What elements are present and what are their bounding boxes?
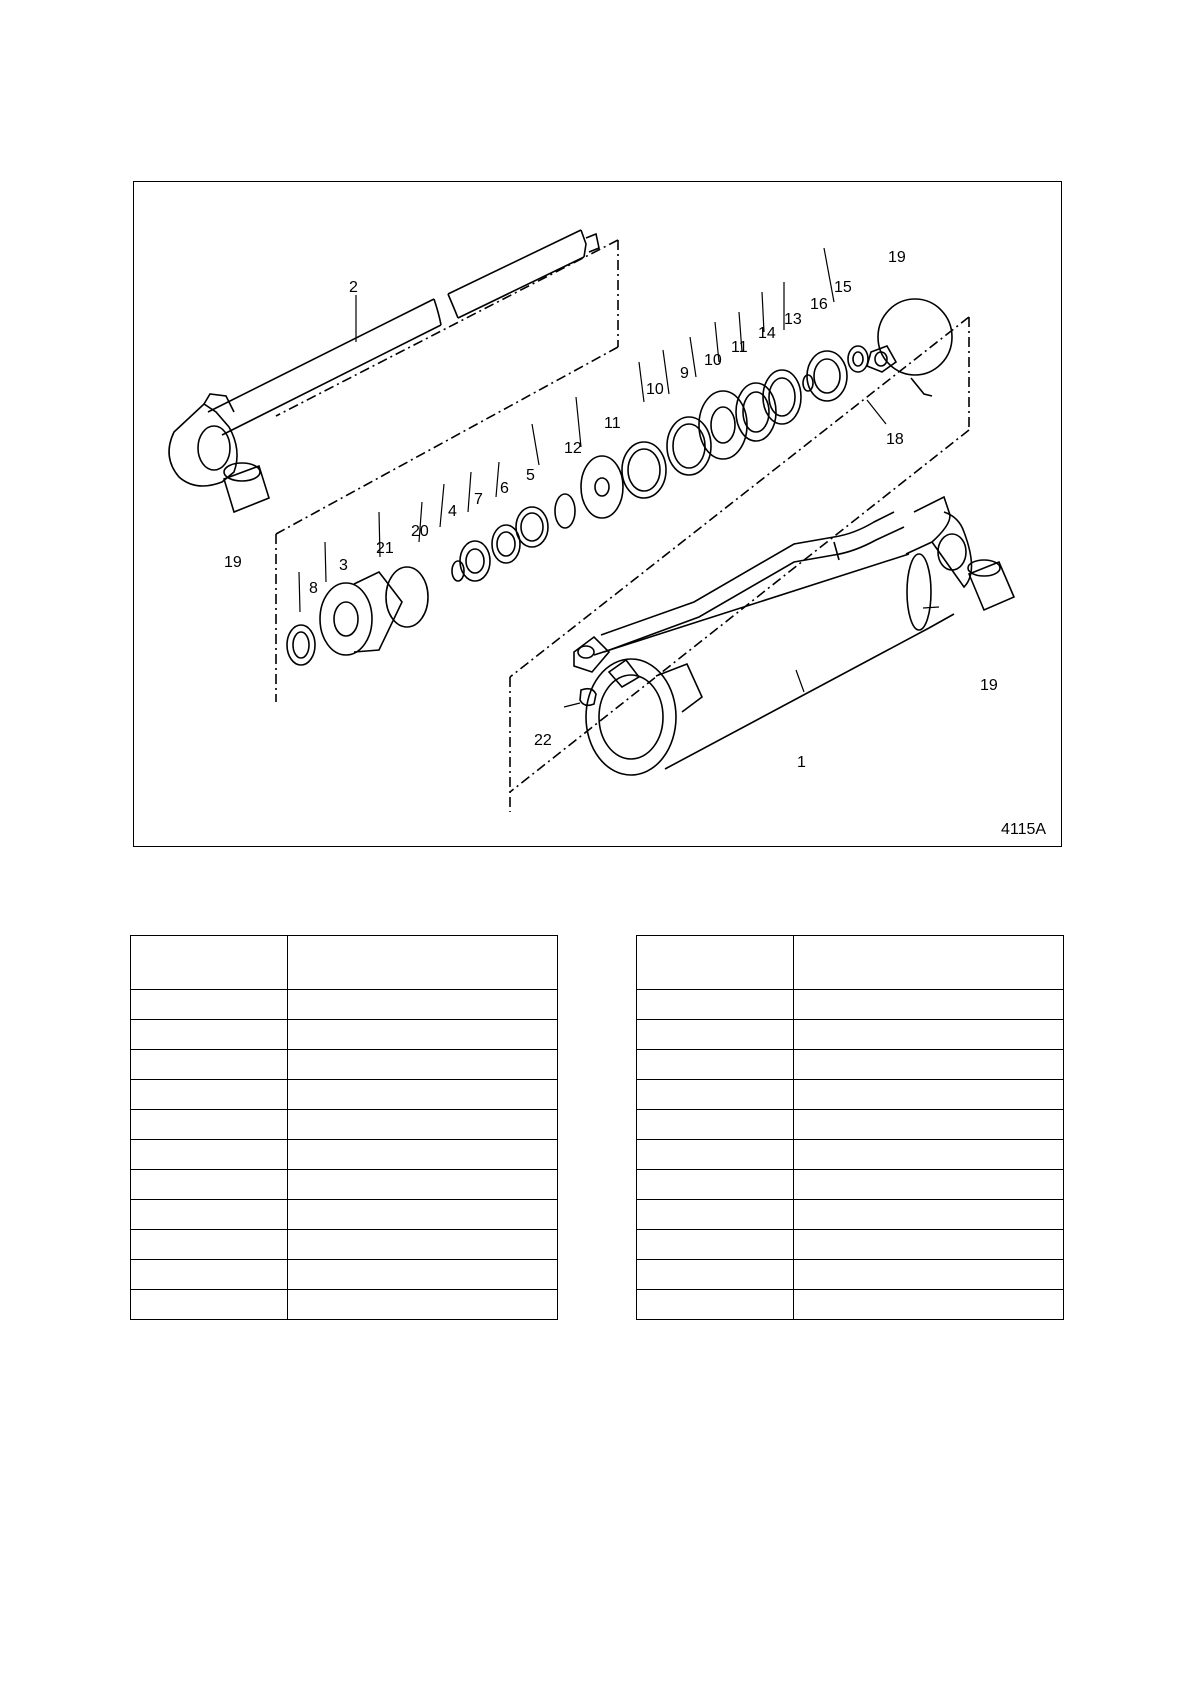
- table-cell: [131, 1260, 288, 1290]
- table-row: [637, 1140, 1064, 1170]
- callout-4: 4: [448, 503, 457, 520]
- table-cell: [794, 1110, 1064, 1140]
- callout-16: 16: [810, 296, 828, 313]
- table-cell: [288, 1290, 558, 1320]
- table-row: [131, 1020, 558, 1050]
- header-cell: [288, 936, 558, 990]
- table-cell: [288, 1080, 558, 1110]
- table-row: [637, 1080, 1064, 1110]
- rod-group-frame: [276, 240, 618, 702]
- table-cell: [131, 1050, 288, 1080]
- table-row: [131, 1200, 558, 1230]
- callout-10-left: 10: [646, 381, 664, 398]
- table-cell: [131, 1200, 288, 1230]
- table-row: [637, 1020, 1064, 1050]
- table-cell: [637, 1200, 794, 1230]
- table-row: [637, 990, 1064, 1020]
- callout-5: 5: [526, 467, 535, 484]
- exploded-view-figure: [133, 181, 1062, 847]
- table-cell: [131, 1110, 288, 1140]
- callout-19-right: 19: [980, 677, 998, 694]
- table-row: [637, 1230, 1064, 1260]
- table-row: [131, 1110, 558, 1140]
- header-cell: [637, 936, 794, 990]
- table-cell: [131, 1290, 288, 1320]
- table-row: [131, 1290, 558, 1320]
- callout-21: 21: [376, 540, 394, 557]
- table-row: [637, 1260, 1064, 1290]
- table-cell: [794, 990, 1064, 1020]
- header-cell: [131, 936, 288, 990]
- table-cell: [637, 1020, 794, 1050]
- table-row: [637, 1050, 1064, 1080]
- table-row: [637, 1170, 1064, 1200]
- table-row: [131, 990, 558, 1020]
- callout-18: 19: [888, 249, 906, 266]
- callout-1: 1: [797, 754, 806, 771]
- table-cell: [288, 1170, 558, 1200]
- table-cell: [637, 1110, 794, 1140]
- callout-11-left: 11: [604, 415, 621, 432]
- table-cell: [288, 1260, 558, 1290]
- callout-8: 8: [309, 580, 318, 597]
- parts-table-right: [636, 935, 1064, 1320]
- table-cell: [131, 1230, 288, 1260]
- table-row: [131, 1230, 558, 1260]
- table-cell: [794, 1080, 1064, 1110]
- callout-6: 6: [500, 480, 509, 497]
- table-cell: [794, 1200, 1064, 1230]
- table-cell: [637, 1140, 794, 1170]
- table-cell: [131, 1080, 288, 1110]
- table-cell: [131, 1170, 288, 1200]
- callout-2: 2: [349, 279, 358, 296]
- table-cell: [637, 990, 794, 1020]
- callout-19-left: 19: [224, 554, 242, 571]
- table-cell: [288, 1110, 558, 1140]
- gland-parts: [287, 299, 952, 665]
- table-header-row: [637, 936, 1064, 990]
- callout-10-right: 10: [704, 352, 722, 369]
- table-cell: [794, 1290, 1064, 1320]
- table-cell: [288, 1140, 558, 1170]
- table-cell: [794, 1230, 1064, 1260]
- table-row: [637, 1200, 1064, 1230]
- table-cell: [131, 990, 288, 1020]
- table-cell: [794, 1260, 1064, 1290]
- table-cell: [288, 990, 558, 1020]
- callout-22: 22: [534, 732, 552, 749]
- figure-number: 4115A: [1001, 821, 1047, 838]
- table-cell: [637, 1080, 794, 1110]
- table-row: [131, 1080, 558, 1110]
- table-cell: [637, 1290, 794, 1320]
- callout-7: 7: [474, 491, 483, 508]
- table-cell: [637, 1260, 794, 1290]
- table-cell: [794, 1050, 1064, 1080]
- table-cell: [637, 1230, 794, 1260]
- callout-9: 9: [680, 365, 689, 382]
- table-row: [131, 1260, 558, 1290]
- callout-14: 14: [758, 325, 776, 342]
- table-cell: [794, 1170, 1064, 1200]
- table-cell: [288, 1020, 558, 1050]
- callout-13: 13: [784, 311, 802, 328]
- table-cell: [794, 1020, 1064, 1050]
- callout-12: 12: [564, 440, 582, 457]
- parts-table-left: [130, 935, 558, 1320]
- barrel-group-frame: [510, 317, 969, 812]
- callout-15: 15: [834, 279, 852, 296]
- callout-17: 18: [886, 431, 904, 448]
- table-cell: [131, 1020, 288, 1050]
- table-cell: [131, 1140, 288, 1170]
- table-cell: [288, 1050, 558, 1080]
- table-row: [131, 1140, 558, 1170]
- hydraulic-cylinder-diagram: [134, 182, 1061, 846]
- cylinder-barrel-part: [574, 497, 1014, 775]
- callout-labels: [224, 249, 998, 771]
- callout-11-right: 11: [731, 339, 748, 356]
- leader-lines: [299, 248, 939, 707]
- table-cell: [637, 1050, 794, 1080]
- callout-3: 3: [339, 557, 348, 574]
- header-cell: [794, 936, 1064, 990]
- table-row: [131, 1170, 558, 1200]
- table-cell: [288, 1200, 558, 1230]
- table-header-row: [131, 936, 558, 990]
- table-row: [637, 1290, 1064, 1320]
- table-cell: [637, 1170, 794, 1200]
- table-row: [131, 1050, 558, 1080]
- table-row: [637, 1110, 1064, 1140]
- callout-20: 20: [411, 523, 429, 540]
- table-cell: [794, 1140, 1064, 1170]
- table-cell: [288, 1230, 558, 1260]
